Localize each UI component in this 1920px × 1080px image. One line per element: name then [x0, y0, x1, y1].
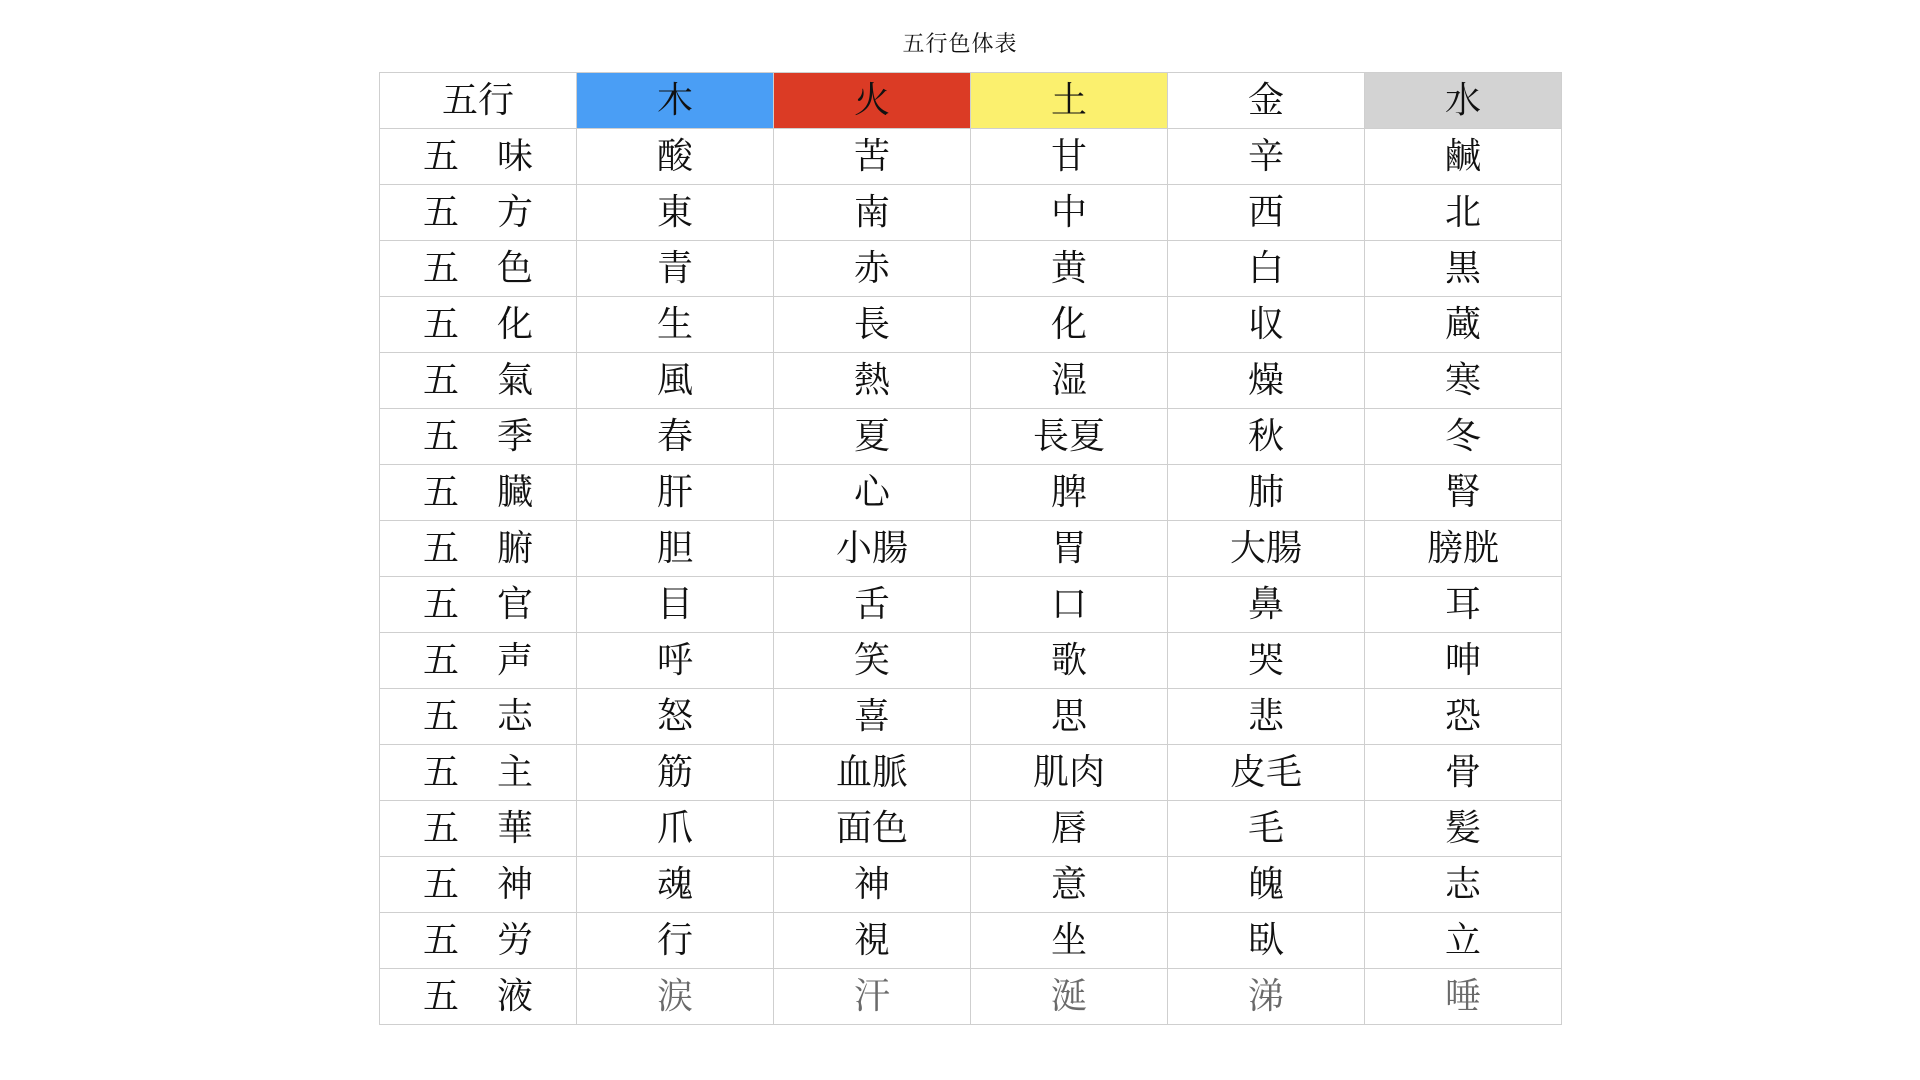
table-cell: 志	[1365, 857, 1562, 913]
table-cell: 寒	[1365, 353, 1562, 409]
table-body	[380, 129, 1562, 1025]
table-cell: 怒	[577, 689, 774, 745]
table-cell: 化	[971, 297, 1168, 353]
table-cell: 汗	[774, 969, 971, 1025]
table-cell: 収	[1168, 297, 1365, 353]
table-row	[380, 465, 1562, 521]
table-cell: 秋	[1168, 409, 1365, 465]
header-water: 水	[1365, 73, 1562, 129]
table-cell: 喜	[774, 689, 971, 745]
table-cell: 肝	[577, 465, 774, 521]
row-label-prefix: 五	[422, 528, 459, 569]
table-cell: 北	[1365, 185, 1562, 241]
table-row	[380, 297, 1562, 353]
row-label-prefix: 五	[422, 808, 459, 849]
table-cell: 唇	[971, 801, 1168, 857]
row-label-prefix: 五	[422, 864, 459, 905]
table-row	[380, 745, 1562, 801]
table-cell: 中	[971, 185, 1168, 241]
table-row	[380, 185, 1562, 241]
table-cell: 肌肉	[971, 745, 1168, 801]
header-wood: 木	[577, 73, 774, 129]
row-label-prefix: 五	[422, 416, 459, 457]
table-cell: 視	[774, 913, 971, 969]
row-label	[380, 129, 577, 185]
table-cell: 面色	[774, 801, 971, 857]
table-cell: 歌	[971, 633, 1168, 689]
header-earth: 土	[971, 73, 1168, 129]
row-label	[380, 409, 577, 465]
table-cell: 意	[971, 857, 1168, 913]
table-cell: 呼	[577, 633, 774, 689]
row-label-prefix: 五	[422, 304, 459, 345]
header-label: 五行	[380, 73, 577, 129]
table-cell: 立	[1365, 913, 1562, 969]
table-cell: 髪	[1365, 801, 1562, 857]
table-cell: 酸	[577, 129, 774, 185]
row-label-name: 色	[497, 248, 534, 289]
table-cell: 生	[577, 297, 774, 353]
table-cell: 長	[774, 297, 971, 353]
row-label-name: 化	[497, 304, 534, 345]
row-label-name: 季	[497, 416, 534, 457]
row-label	[380, 353, 577, 409]
row-label-name: 声	[497, 640, 534, 681]
row-label	[380, 185, 577, 241]
table-cell: 舌	[774, 577, 971, 633]
table-cell: 甘	[971, 129, 1168, 185]
table-cell: 腎	[1365, 465, 1562, 521]
table-cell: 苦	[774, 129, 971, 185]
table-row	[380, 409, 1562, 465]
row-label-name: 腑	[497, 528, 534, 569]
row-label-name: 志	[497, 696, 534, 737]
row-label-name: 官	[497, 584, 534, 625]
table-cell: 南	[774, 185, 971, 241]
table-cell: 鼻	[1168, 577, 1365, 633]
table-cell: 胆	[577, 521, 774, 577]
table-cell: 鹹	[1365, 129, 1562, 185]
table-cell: 血脈	[774, 745, 971, 801]
table-cell: 哭	[1168, 633, 1365, 689]
table-cell: 魂	[577, 857, 774, 913]
table-cell: 臥	[1168, 913, 1365, 969]
table-cell: 辛	[1168, 129, 1365, 185]
row-label	[380, 241, 577, 297]
header-metal: 金	[1168, 73, 1365, 129]
table-row	[380, 633, 1562, 689]
table-cell: 毛	[1168, 801, 1365, 857]
table-row	[380, 577, 1562, 633]
row-label-prefix: 五	[422, 976, 459, 1017]
row-label	[380, 465, 577, 521]
table-cell: 胃	[971, 521, 1168, 577]
row-label-name: 味	[497, 136, 534, 177]
table-cell: 夏	[774, 409, 971, 465]
row-label-prefix: 五	[422, 696, 459, 737]
table-row	[380, 241, 1562, 297]
table-cell: 黄	[971, 241, 1168, 297]
table-cell: 骨	[1365, 745, 1562, 801]
row-label-name: 主	[497, 752, 534, 793]
table-cell: 坐	[971, 913, 1168, 969]
row-label	[380, 633, 577, 689]
table-cell: 耳	[1365, 577, 1562, 633]
table-cell: 脾	[971, 465, 1168, 521]
table-cell: 春	[577, 409, 774, 465]
row-label	[380, 577, 577, 633]
table-cell: 小腸	[774, 521, 971, 577]
table-cell: 青	[577, 241, 774, 297]
table-cell: 冬	[1365, 409, 1562, 465]
table-cell: 東	[577, 185, 774, 241]
header-row	[380, 73, 1562, 129]
table-cell: 白	[1168, 241, 1365, 297]
table-cell: 悲	[1168, 689, 1365, 745]
row-label	[380, 297, 577, 353]
table-row	[380, 689, 1562, 745]
table-cell: 爪	[577, 801, 774, 857]
table-cell: 膀胱	[1365, 521, 1562, 577]
header-fire: 火	[774, 73, 971, 129]
table-cell: 思	[971, 689, 1168, 745]
row-label	[380, 801, 577, 857]
table-cell: 唾	[1365, 969, 1562, 1025]
table-cell: 涙	[577, 969, 774, 1025]
table-cell: 湿	[971, 353, 1168, 409]
row-label	[380, 969, 577, 1025]
table-row	[380, 129, 1562, 185]
table-row	[380, 913, 1562, 969]
table-row	[380, 969, 1562, 1025]
table-cell: 西	[1168, 185, 1365, 241]
table-cell: 行	[577, 913, 774, 969]
table-cell: 熱	[774, 353, 971, 409]
table-row	[380, 353, 1562, 409]
table-cell: 蔵	[1365, 297, 1562, 353]
table-cell: 筋	[577, 745, 774, 801]
row-label	[380, 689, 577, 745]
row-label-name: 方	[497, 192, 534, 233]
row-label	[380, 745, 577, 801]
table-cell: 涎	[971, 969, 1168, 1025]
table-cell: 涕	[1168, 969, 1365, 1025]
row-label-prefix: 五	[422, 192, 459, 233]
table-row	[380, 801, 1562, 857]
row-label-prefix: 五	[422, 360, 459, 401]
table-cell: 目	[577, 577, 774, 633]
table-cell: 神	[774, 857, 971, 913]
table-cell: 黒	[1365, 241, 1562, 297]
table-cell: 大腸	[1168, 521, 1365, 577]
table-cell: 笑	[774, 633, 971, 689]
row-label-prefix: 五	[422, 920, 459, 961]
row-label-name: 氣	[497, 360, 534, 401]
table-cell: 魄	[1168, 857, 1365, 913]
row-label	[380, 913, 577, 969]
row-label-prefix: 五	[422, 472, 459, 513]
table-row	[380, 857, 1562, 913]
table-cell: 口	[971, 577, 1168, 633]
table-cell: 心	[774, 465, 971, 521]
row-label-prefix: 五	[422, 136, 459, 177]
row-label-prefix: 五	[422, 584, 459, 625]
row-label	[380, 521, 577, 577]
row-label-name: 液	[497, 976, 534, 1017]
table-cell: 肺	[1168, 465, 1365, 521]
row-label-name: 労	[497, 920, 534, 961]
row-label-name: 神	[497, 864, 534, 905]
row-label-prefix: 五	[422, 640, 459, 681]
table-cell: 長夏	[971, 409, 1168, 465]
table-cell: 赤	[774, 241, 971, 297]
table-cell: 恐	[1365, 689, 1562, 745]
row-label-prefix: 五	[422, 248, 459, 289]
table-cell: 燥	[1168, 353, 1365, 409]
row-label	[380, 857, 577, 913]
table-cell: 風	[577, 353, 774, 409]
row-label-name: 臓	[497, 472, 534, 513]
row-label-prefix: 五	[422, 752, 459, 793]
table-cell: 皮毛	[1168, 745, 1365, 801]
row-label-name: 華	[497, 808, 534, 849]
table-cell: 呻	[1365, 633, 1562, 689]
table-row	[380, 521, 1562, 577]
page-title: 五行色体表	[902, 32, 1018, 57]
wuxing-table	[379, 72, 1562, 1025]
